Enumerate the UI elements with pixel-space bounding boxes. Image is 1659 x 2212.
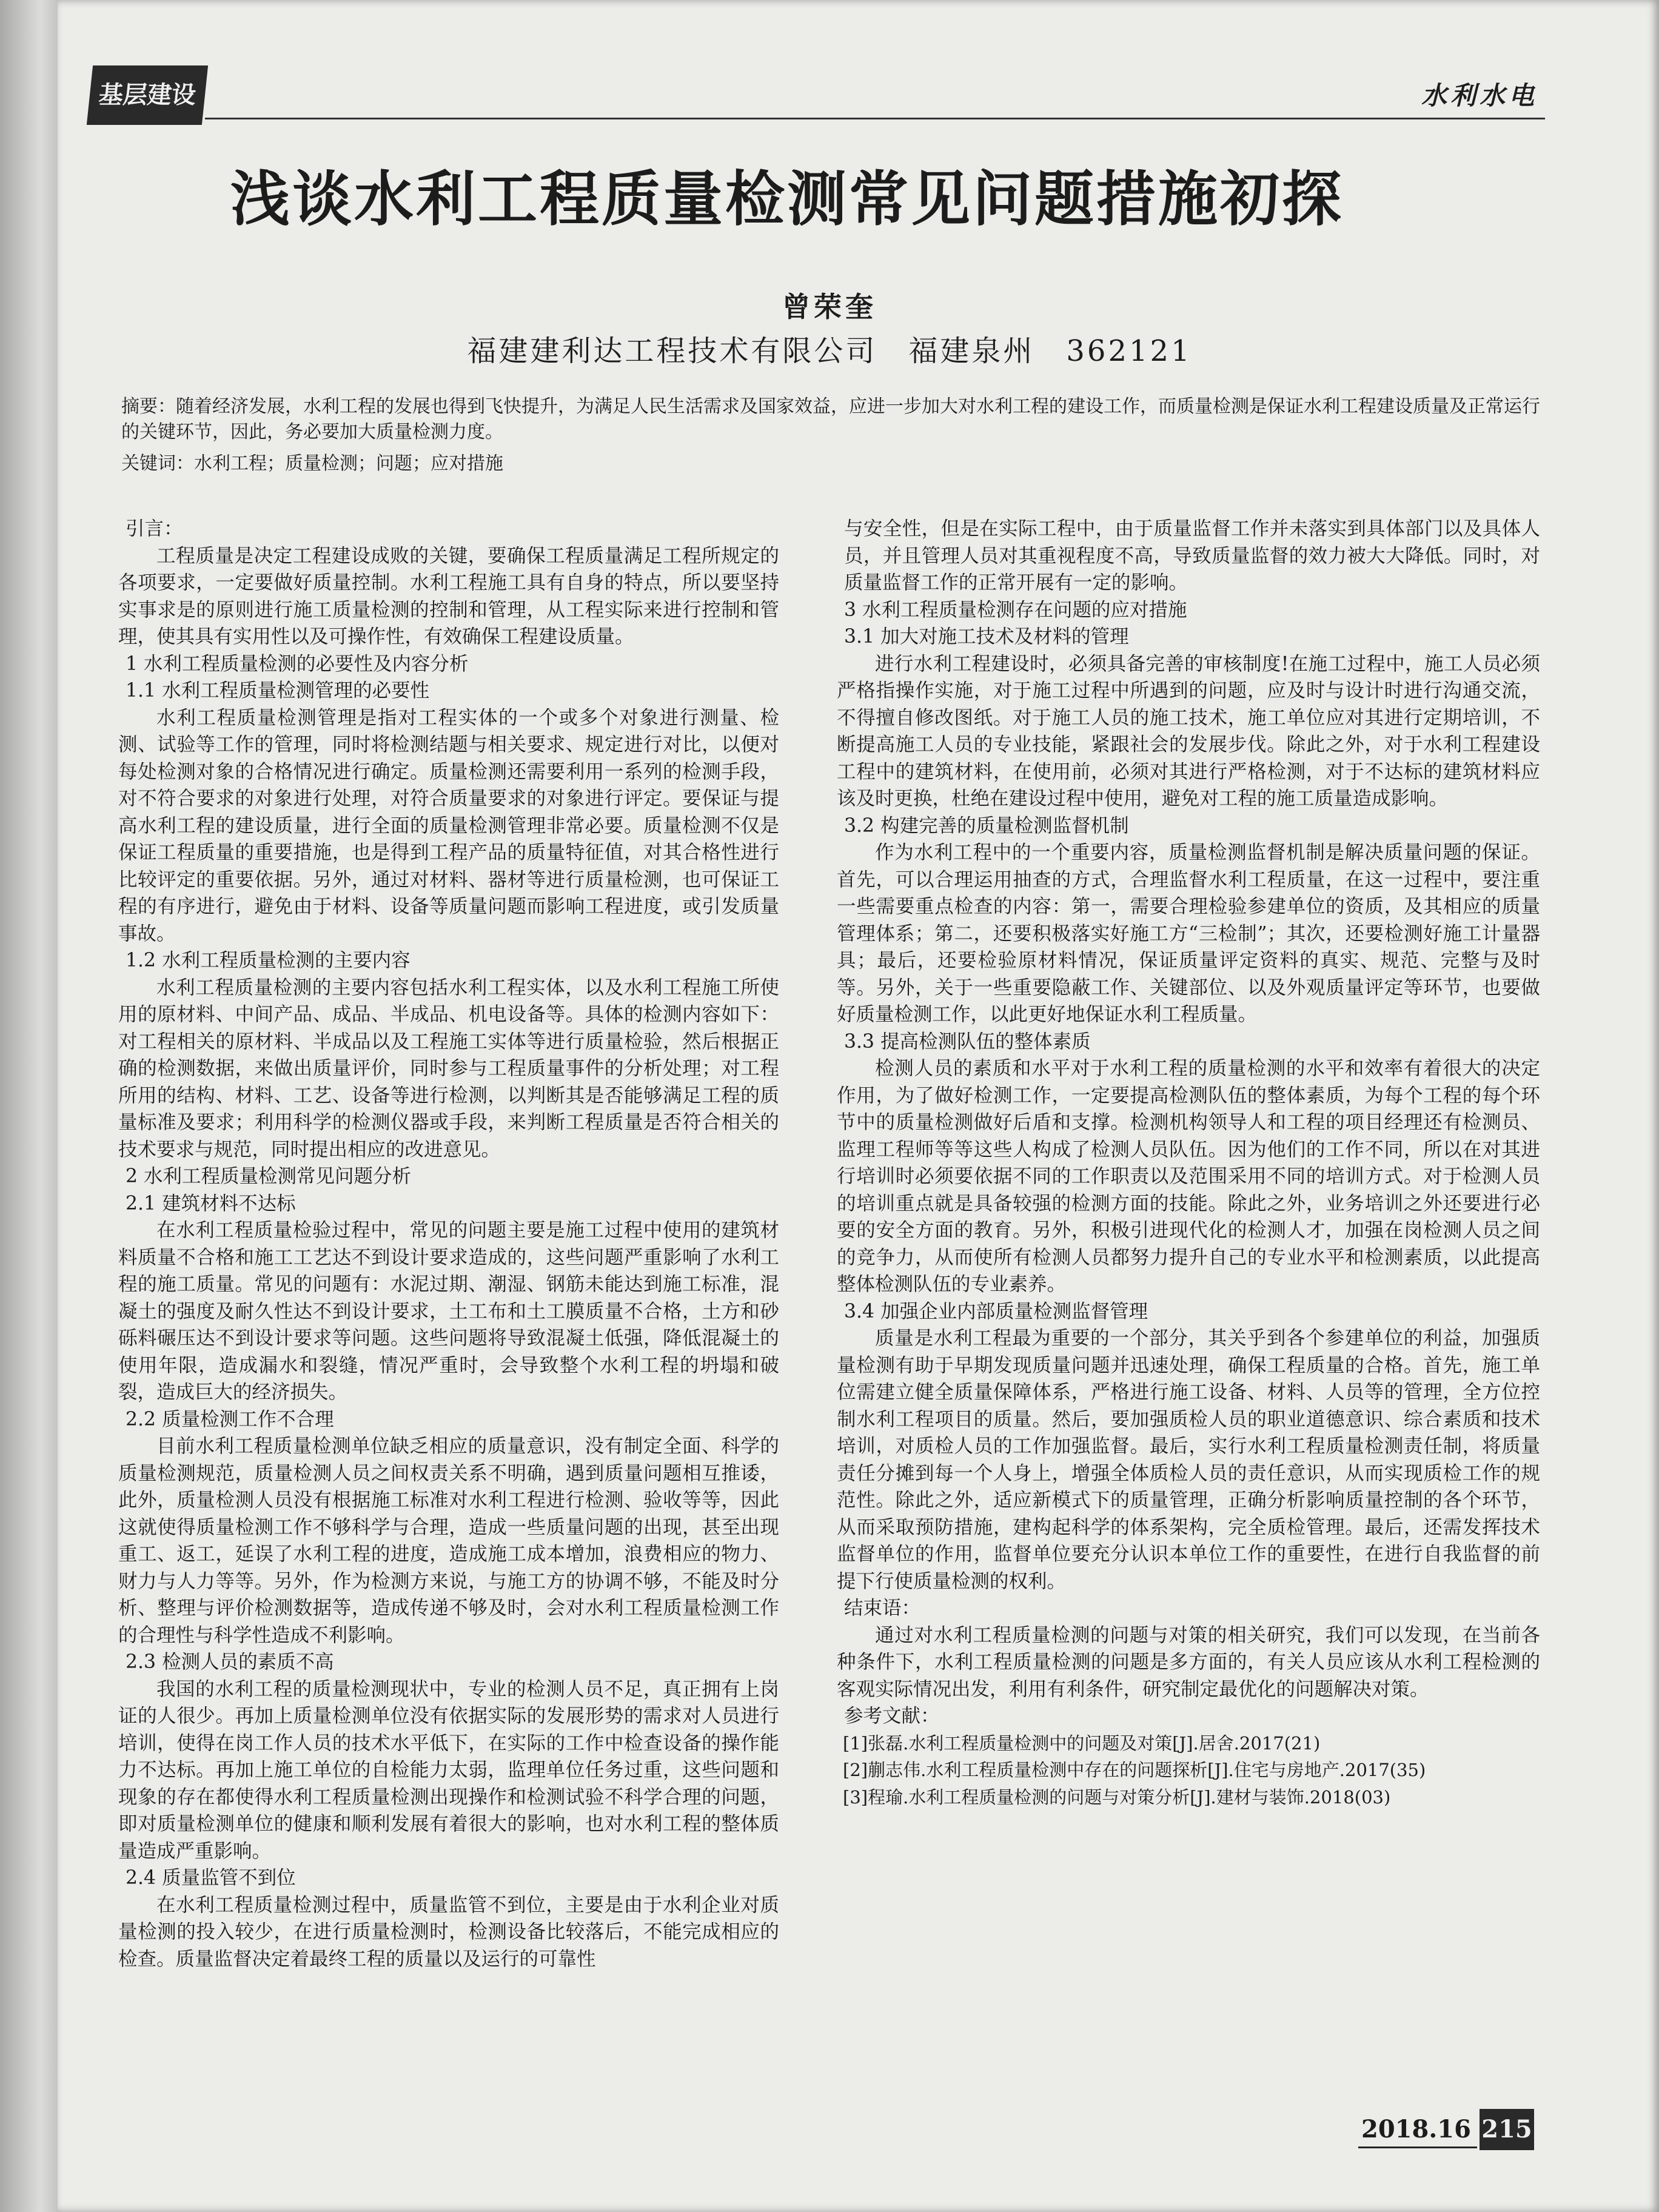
body-paragraph: 在水利工程质量检测过程中，质量监管不到位，主要是由于水利企业对质量检测的投入较少，在进行质量检测时，检测设备比较落后，不能完成相应的检查。质量监督决定着最终工程的质量以及运行的可靠性 (118, 1894, 779, 1970)
reference-item: [1]张磊.水利工程质量检测中的问题及对策[J].居舍.2017(21) (843, 1732, 1321, 1754)
body-paragraph: 目前水利工程质量检测单位缺乏相应的质量意识，没有制定全面、科学的质量检测规范，质量检测人员之间权责关系不明确，遇到质量问题相互推诿，此外，质量检测人员没有根据施工标准对水利工程进行检测、验收等等，因此这就使得质量检测工作不够科学与合理，造成一些质量问题的出现，甚至出现重工、返工，延误了水利工程的进度，造成施工成本增加，浪费相应的物力、财力与人力等等。另外，作为检测方来说，与施工方的协调不够，不能及时分析、整理与评价检测数据等，造成传递不够及时，会对水利工程质量检测工作的合理性与科学性造成不利影响。 (118, 1435, 779, 1646)
body-paragraph: 作为水利工程中的一个重要内容，质量检测监督机制是解决质量问题的保证。首先，可以合理运用抽查的方式，合理监督水利工程质量，在这一过程中，要注重一些需要重点检查的内容：第一，需要合理检验参建单位的资质，及其相应的质量管理体系；第二，还要积极落实好施工方“三检制”；其次，还要检测好施工计量器具；最后，还要检验原材料情况，保证质量评定资料的真实、规范、完整与及时等。另外，关于一些重要隐蔽工作、关键部位、以及外观质量评定等环节，也要做好质量检测工作，以此更好地保证水利工程质量。 (837, 842, 1540, 1025)
section-heading: 3 水利工程质量检测存在问题的应对措施 (844, 598, 1187, 621)
right-column (837, 515, 1540, 1811)
section-heading: 3.2 构建完善的质量检测监督机制 (844, 814, 1129, 837)
reference-item: [2]蒯志伟.水利工程质量检测中存在的问题探析[J].住宅与房地产.2017(35) (843, 1760, 1426, 1780)
header-rule (205, 118, 1545, 119)
body-text: 与安全性，但是在实际工程中，由于质量监督工作并未落实到具体部门以及具体人员，并且管理人员对其重视程度不高，导致质量监督的效力被大大降低。同时，对质量监督工作的正常开展有一定的影响。 (844, 518, 1540, 594)
body-paragraph: 工程质量是决定工程建设成败的关键，要确保工程质量满足工程所规定的各项要求，一定要做好质量控制。水利工程施工具有自身的特点，所以要坚持实事求是的原则进行施工质量检测的控制和管理，从工程实际来进行控制和管理，使其具有实用性以及可操作性，有效确保工程建设质量。 (118, 545, 779, 648)
abstract-block (121, 394, 1540, 477)
section-tag: 基层建设 (87, 65, 208, 125)
section-heading: 1.2 水利工程质量检测的主要内容 (126, 950, 411, 971)
reference-item: [3]程瑜.水利工程质量检测的问题与对策分析[J].建材与装饰.2018(03) (843, 1786, 1391, 1808)
section-heading: 参考文献： (844, 1705, 940, 1727)
section-heading: 2.1 建筑材料不达标 (126, 1192, 296, 1215)
body-paragraph: 水利工程质量检测的主要内容包括水利工程实体，以及水利工程施工所使用的原材料、中间产品、成品、半成品、机电设备等。具体的检测内容如下：对工程相关的原材料、半成品以及工程施工实体等进行质量检验，然后根据正确的检测数据，来做出质量评价，同时参与工程质量事件的分析处理；对工程所用的结构、材料、工艺、设备等进行检测，以判断其是否能够满足工程的质量标准及要求；利用科学的检测仪器或手段，来判断工程质量是否符合相关的技术要求与规范，同时提出相应的改进意见。 (118, 976, 779, 1161)
section-heading: 2.4 质量监管不到位 (126, 1867, 296, 1889)
footer-rule (1358, 2147, 1477, 2148)
article-title: 浅谈水利工程质量检测常见问题措施初探 (230, 165, 1344, 234)
section-heading: 1.1 水利工程质量检测管理的必要性 (126, 680, 430, 702)
body-paragraph: 水利工程质量检测管理是指对工程实体的一个或多个对象进行测量、检测、试验等工作的管理，同时将检测结题与相关要求、规定进行对比，以便对每处检测对象的合格情况进行确定。质量检测还需要利用一系列的检测手段，对不符合要求的对象进行处理，对符合质量要求的对象进行评定。要保证与提高水利工程的建设质量，进行全面的质量检测管理非常必要。质量检测不仅是保证工程质量的重要措施，也是得到工程产品的质量特征值，对其合格性进行比较评定的重要依据。另外，通过对材料、器材等进行质量检测，也可保证工程的有序进行，避免由于材料、设备等质量问题而影响工程进度，或引发质量事故。 (118, 706, 779, 945)
section-heading: 3.4 加强企业内部质量检测监督管理 (844, 1300, 1148, 1322)
body-paragraph: 进行水利工程建设时，必须具备完善的审核制度!在施工过程中，施工人员必须严格指操作实施，对于施工过程中所遇到的问题，应及时与设计时进行沟通交流，不得擅自修改图纸。对于施工人员的施工技术，施工单位应对其进行定期培训，不断提高施工人员的专业技能，紧跟社会的发展步伐。除此之外，对于水利工程建设工程中的建筑材料，在使用前，必须对其进行严格检测，对于不达标的建筑材料应该及时更换，杜绝在建设过程中使用，避免对工程的施工质量造成影响。 (837, 652, 1540, 809)
body-text: 引言： (126, 518, 183, 540)
section-heading: 2 水利工程质量检测常见问题分析 (126, 1165, 412, 1187)
page-number: 215 (1480, 2109, 1534, 2150)
body-paragraph: 通过对水利工程质量检测的问题与对策的相关研究，我们可以发现，在当前各种条件下，水利工程质量检测的问题是多方面的，有关人员应该从水利工程检测的客观实际情况出发，利用有利条件，研究制定最优化的问题解决对策。 (837, 1624, 1540, 1700)
abstract: 摘要：随着经济发展，水利工程的发展也得到飞快提升，为满足人民生活需求及国家效益，应进一步加大对水利工程的建设工作，而质量检测是保证水利工程建设质量及正常运行的关键环节，因此，务必要加大质量检测力度。 (121, 396, 1540, 443)
keywords: 关键词：水利工程；质量检测；问题；应对措施 (121, 453, 503, 474)
section-heading: 1 水利工程质量检测的必要性及内容分析 (126, 652, 469, 675)
section-heading: 2.2 质量检测工作不合理 (126, 1408, 334, 1430)
left-column (118, 515, 779, 1972)
body-paragraph: 质量是水利工程最为重要的一个部分，其关乎到各个参建单位的利益，加强质量检测有助于早期发现质量问题并迅速处理，确保工程质量的合格。首先，施工单位需建立健全质量保障体系，严格进行施工设备、材料、人员等的管理，全方位控制水利工程项目的质量。然后，要加强质检人员的职业道德意识、综合素质和技术培训，对质检人员的工作加强监督。最后，实行水利工程质量检测责任制，将质量责任分摊到每一个人身上，增强全体质检人员的责任意识，从而实现质检工作的规范性。除此之外，适应新模式下的质量管理，正确分析影响质量控制的各个环节，从而采取预防措施，建构起科学的体系架构，完全质检管理。最后，还需发挥技术监督单位的作用，监督单位要充分认识本单位工作的重要性，在进行自我监督的前提下行使质量检测的权利。 (837, 1327, 1540, 1592)
body-paragraph: 检测人员的素质和水平对于水利工程的质量检测的水平和效率有着很大的决定作用，为了做好检测工作，一定要提高检测队伍的整体素质，为每个工程的每个环节中的质量检测做好后盾和支撑。检测机构领导人和工程的项目经理还有检测员、监理工程师等等这些人构成了检测人员队伍。因为他们的工作不同，所以在对其进行培训时必须要依据不同的工作职责以及范围采用不同的培训方式。对于检测人员的培训重点就是具备较强的检测方面的技能。除此之外，业务培训之外还要进行必要的安全方面的教育。另外，积极引进现代化的检测人才，加强在岗检测人员之间的竞争力，从而使所有检测人员都努力提升自己的专业水平和检测素质，以此提高整体检测队伍的专业素养。 (837, 1057, 1540, 1295)
body-paragraph: 我国的水利工程的质量检测现状中，专业的检测人员不足，真正拥有上岗证的人很少。再加上质量检测单位没有依据实际的发展形势的需求对人员进行培训，使得在岗工作人员的技术水平低下，在实际的工作中检查设备的操作能力不达标。再加上施工单位的自检能力太弱，监理单位任务过重，这些问题和现象的存在都使得水利工程质量检测出现操作和检测试验不科学合理的问题，即对质量检测单位的健康和顺利发展有着很大的影响，也对水利工程的整体质量造成严重影响。 (118, 1678, 779, 1862)
section-heading: 3.3 提高检测队伍的整体素质 (844, 1030, 1091, 1053)
issue-number: 2018.16 (1361, 2115, 1471, 2143)
author: 曾荣奎 (782, 290, 877, 323)
journal-name: 水利水电 (1421, 81, 1538, 110)
section-heading: 2.3 检测人员的素质不高 (126, 1651, 334, 1673)
body-paragraph: 在水利工程质量检验过程中，常见的问题主要是施工过程中使用的建筑材料质量不合格和施工工艺达不到设计要求造成的，这些问题严重影响了水利工程的施工质量。常见的问题有：水泥过期、潮湿、钢筋未能达到施工标准，混凝土的强度及耐久性达不到设计要求，土工布和土工膜质量不合格，土方和砂砾料碾压达不到设计要求等问题。这些问题将导致混凝土低强，降低混凝土的使用年限，造成漏水和裂缝，情况严重时，会导致整个水利工程的坍塌和破裂，造成巨大的经济损失。 (118, 1219, 779, 1403)
affiliation: 福建建利达工程技术有限公司 福建泉州 362121 (467, 334, 1192, 368)
section-heading: 3.1 加大对施工技术及材料的管理 (844, 626, 1129, 648)
section-heading: 结束语： (844, 1597, 921, 1619)
